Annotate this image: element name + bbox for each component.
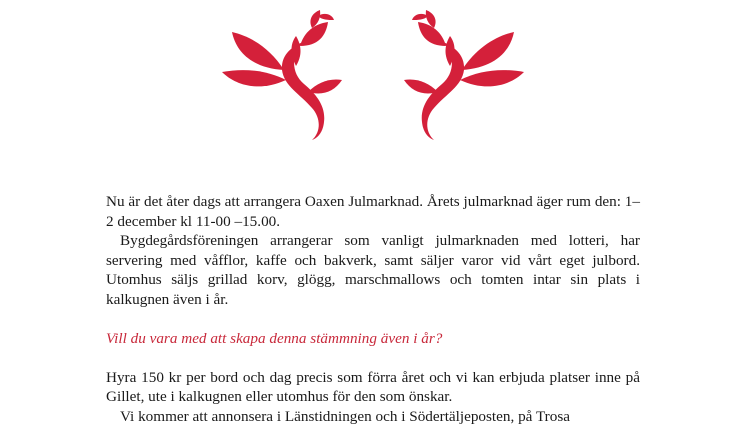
paragraph-advertising: Vi kommer att annonsera i Länstidningen och i Södertäljeposten, på Trosa [106,407,640,426]
paragraph-arrangement: Bygdegårdsföreningen arrangerar som vanligt julmarknaden med lotteri, har servering med våfflor, kaffe och bakverk, samt säljer varor vid vårt eget julbord. Utomhus säljs grillad korv, glögg, marschmallows och tomten intar sin plats i kalkugnen även i år. [106,231,640,309]
highlighted-question: Vill du vara med att skapa denna stämmning även i år? [106,329,640,349]
paragraph-intro: Nu är det åter dags att arrangera Oaxen Julmarknad. Årets julmarknad äger rum den: 1–2 december kl 11-00 –15.00. [106,192,640,231]
floral-ornament-left [222,10,342,140]
floral-ornament-right [404,10,524,140]
paragraph-pricing: Hyra 150 kr per bord och dag precis som förra året och vi kan erbjuda platser inne på Gillet, ute i kalkugnen eller utomhus för den som önskar. [106,368,640,407]
letter-body [106,192,640,426]
floral-ornament [200,8,546,148]
